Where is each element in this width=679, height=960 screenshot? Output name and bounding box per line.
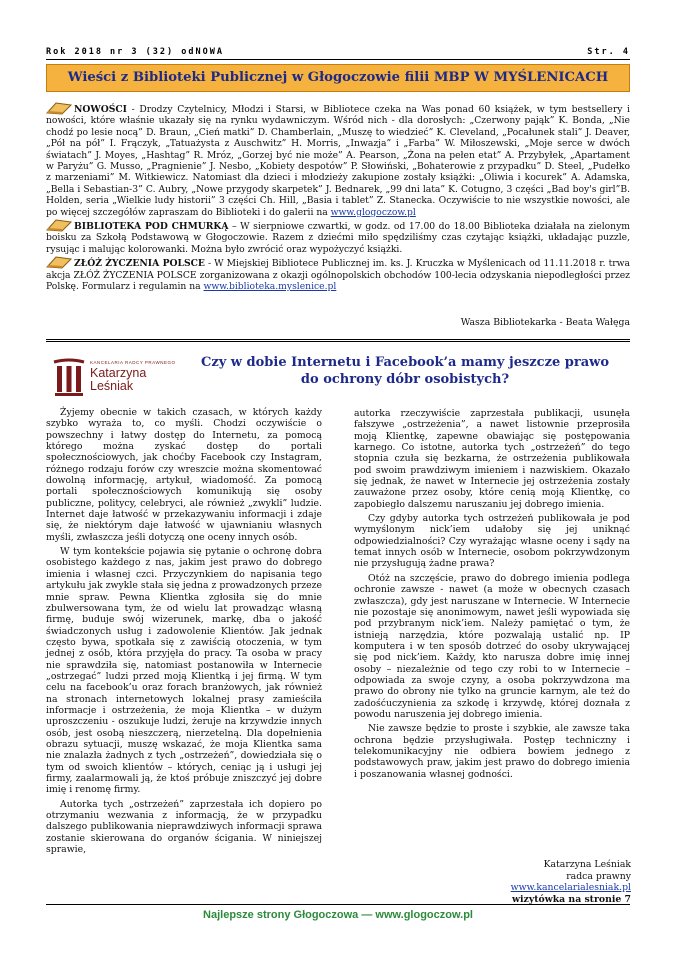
logo-caption: KANCELARIA RADCY PRAWNEGO xyxy=(90,360,176,365)
article-column-right xyxy=(354,408,630,783)
article-paragraph: Czy gdyby autorka tych ostrzeżeń publikowała je pod wymyślonym nick’iem udałoby się jej uniknąć odpowiedzialności? Czy wyrażając własne oceny i sądy na temat innych osób w Internecie, osobom pokrzywdzonym nie przysługują żadne prawa? xyxy=(354,513,630,570)
law-office-link[interactable]: www.kancelarialesniak.pl xyxy=(510,882,631,893)
gallery-link[interactable]: www.glogoczow.pl xyxy=(330,206,416,218)
library-news-section xyxy=(46,101,630,293)
article-paragraph: Żyjemy obecnie w takich czasach, w których każdy szybko wyraża to, co myśli. Chodzi oczywiście o powszechny i łatwy dostęp do Internetu, za pomocą którego można zyskać dostęp do portali społecznościowych, jak choćby Facebook czy Instagram, różnego rodzaju forów czy wreszcie można skomentować dowolną informację, artykuł, wiadomość. Za pomocą portali społecznościowych komunikują się osoby publiczne, politycy, celebryci, ale również „zwykli” ludzie. Internet daje łatwość w przekazywaniu informacji i zdaje się, że niektórym daje łatwość w ujawnianiu własnych myśli, zwłaszcza jeśli dotyczą one oceny innych osób. xyxy=(46,407,322,543)
library-link[interactable]: www.biblioteka.myslenice.pl xyxy=(203,281,337,293)
article-paragraph: Otóż na szczęście, prawo do dobrego imienia podlega ochronie zawsze - nawet (a może w obecnych czasach zwłaszcza), gdy jest naruszane w Internecie. W Internecie nie pozostaje się anonimowym, nawet jeśli wypowiada się pod przybranym nick’iem. Należy pamiętać o tym, że istnieją narzędzia, które pozwalają ustalić np. IP komputera i w ten sposób dotrzeć do osoby ukrywającej się pod nick’iem. Każdy, kto narusza dobre imię innej osoby – niezależnie od tego czy robi to w Internecie – odpowiada za swoje czyny, a osoba pokrzywdzona ma prawo do obrony nie tylko na gruncie karnym, ale też do zadośćuczynienia za szkodę i krzywdę, której doznała z powodu naruszenia jej dobrego imienia. xyxy=(354,572,630,720)
article-paragraph: Autorka tych „ostrzeżeń” zaprzestała ich dopiero po otrzymaniu wezwania z informacją, że w przypadku dalszego publikowania nieprawdziwych informacji sprawa zostanie skierowana do organów ścigania. W niniejszej sprawie, xyxy=(46,798,322,856)
news-item-text: - W Miejskiej Bibliotece Publicznej im. ks. J. Kruczka w Myślenicach od 11.11.2018 r. trwa akcja ZŁÓŻ ŻYCZENIA POLSCE zorganizowana z okazji ogólnopolskich obchodów 100-lecia odzyskania niepodległości przez Polskę. Formularz i regulamin na xyxy=(46,258,631,293)
news-item-label: NOWOŚCI xyxy=(74,104,127,115)
news-item-wishes xyxy=(46,255,630,292)
article-paragraph: Nie zawsze będzie to proste i szybkie, ale zawsze taka ochrona będzie przysługiwała. Postęp techniczny i telekomunikacyjny nie odbiera bowiem jednego z podstawowych praw, jakim jest prawo do dobrego imienia i poszanowania własnej godności. xyxy=(354,723,630,780)
page-header xyxy=(46,44,630,60)
article-paragraph: autorka rzeczywiście zaprzestała publikacji, usunęła fałszywe „ostrzeżenia”, a nawet listownie przeprosiła moją Klientkę, zapewne obawiając się postępowania karnego. Co istotne, autorka tych „ostrzeżeń” do tego stopnia czuła się bezkarna, że ostrzeżenia publikowała pod swoim prawdziwym imieniem i nazwiskiem. Okazało się jednak, że nawet w Internecie jej ostrzeżenia zostały zauważone przez osoby, które cenią moją Klientkę, co zapobiegło dalszemu naruszaniu jej dobrego imienia. xyxy=(354,408,630,510)
business-card-note: wizytówka na stronie 7 xyxy=(512,893,631,905)
news-item-text: - Drodzy Czytelnicy, Młodzi i Starsi, w Bibliotece czeka na Was ponad 60 książek, w tym bestsellery i nowości, które właśnie ukazały się na rynku wydawniczym. Wśród nich - dla dorosłych: „Czerwony pająk” K. Bonda, „Nie chodź po lesie nocą” D. Braun, „Cień matki” D. Chamberlain, „Muszę to wiedzieć” K. Cleveland, „Pocałunek stali” J. Deaver, „Pół na pół” I. Frączyk, „Tatuażysta z Auschwitz” H. Morris, „Inwazja” i „Farba” W. Miłoszewski, „Moje serce w dwóch światach” J. Moyes, „Hashtag” R. Mróz, „Gorzej być nie może” A. Pearson, „Żona na pełen etat” A. Przybyłek, „Apartament w Paryżu” G. Musso, „Pragnienie” J. Nesbo, „Kobiety despotów” P. Słowiński, „Bohaterowie z przypadku” D. Steel, „Pudełko z marzeniami” M. Witkiewicz. Natomiast dla dzieci i młodzieży zakupione zostały książki: „Oliwia i kocurek” A. Adamska, „Bella i Sebastian-3” C. Aubry, „Nowe przygody skarpetek” J. Bednarek, „99 dni lata” K. Cotugno, 3 części „Bad boy's girl”B. Holden, seria „Wielkie ludy historii” 3 części Ch. Hill, „Basia i tablet” Z. Stanecka. xyxy=(46,104,630,207)
article-title: Czy w dobie Internetu i Facebook’a mamy jeszcze prawo do ochrony dóbr osobistych? xyxy=(201,355,609,387)
law-office-logo xyxy=(52,358,182,402)
issue-info: Rok 2018 nr 3 (32) odNOWA xyxy=(46,47,224,57)
author-role: radca prawny xyxy=(566,870,631,882)
footer-rule xyxy=(46,904,630,905)
news-item-outdoor-library xyxy=(46,218,630,255)
book-icon xyxy=(46,101,72,115)
book-icon xyxy=(46,255,72,269)
book-icon xyxy=(46,218,72,232)
page-number: Str. 4 xyxy=(587,47,630,57)
columns-icon xyxy=(52,358,86,398)
page-footer: Najlepsze strony Głogoczowa — www.glogoczow.pl xyxy=(203,909,473,921)
news-item-text: – W sierpniowe czwartki, w godz. od 17.00 do 18.00 Biblioteka działała na zielonym boisku za Szkołą Podstawową w Głogoczowie. Razem z dziećmi miło spędziliśmy czas czytając książki, układając puzzle, rysując i malując kolorowanki. Można było zwrócić oraz wypożyczyć książki. xyxy=(46,221,630,255)
banner-title: Wieści z Biblioteki Publicznej w Głogoczowie filii MBP W MYŚLENICACH xyxy=(67,70,609,85)
logo-name: Katarzyna Leśniak xyxy=(90,366,147,393)
news-item-label: BIBLIOTEKA POD CHMURKĄ xyxy=(74,221,229,233)
news-item-more: Oczywiście to nie wszystkie nowości, ale po więcej szczegółów zapraszam do Biblioteki i do galerii na xyxy=(46,195,630,218)
article-column-left xyxy=(46,407,322,858)
author-signature xyxy=(460,859,631,905)
news-item-label: ZŁÓŻ ŻYCZENIA POLSCE xyxy=(74,258,205,270)
librarian-signature: Wasza Bibliotekarka - Beata Wałęga xyxy=(460,317,630,328)
header-rule xyxy=(46,59,630,60)
library-news-banner xyxy=(46,64,630,92)
news-item-new-books xyxy=(46,101,630,218)
author-name: Katarzyna Leśniak xyxy=(543,859,631,870)
section-divider xyxy=(46,339,630,342)
article-paragraph: W tym kontekście pojawia się pytanie o ochronę dobra osobistego każdego z nas, jakim jest prawo do dobrego imienia i własnej czci. Przyczynkiem do napisania tego artykułu jak zwykle stała się jedna z prowadzonych przeze mnie spraw. Pewna Klientka zgłosiła się do mnie zbulwersowana tym, że od wielu lat prowadząc własną firmę, buduje swój wizerunek, markę, dba o jakość świadczonych usług i zadowolenie Klientów. Jak jednak często bywa, spotkała się z zawiścią otoczenia, w tym jednej z osób, która przyjęła do pracy. Ta osoba w pracy nie sprawdziła się, natomiast postanowiła w Internecie „ostrzegać” ludzi przed moją Klientką i jej firmą. W tym celu na facebook’u oraz forach branżowych, jak również na stronach internetowych lokalnej prasy zamieściła informacje i ostrzeżenia, że moja Klientka – w dużym uproszczeniu - oszukuje ludzi, żeruje na krzywdzie innych osób, jest osobą nieszczerą, nierzetelną. Dla dopełnienia obrazu sytuacji, muszę wskazać, że moja Klientka sama nie znalazła żadnych z tych „ostrzeżeń”, dowiedziała się o tym od swoich klientów – których, ceniąc ją i usługi jej firmy, zaalarmowali ją, że ktoś próbuje zniszczyć jej dobre imię i renomę firmy. xyxy=(46,546,322,796)
